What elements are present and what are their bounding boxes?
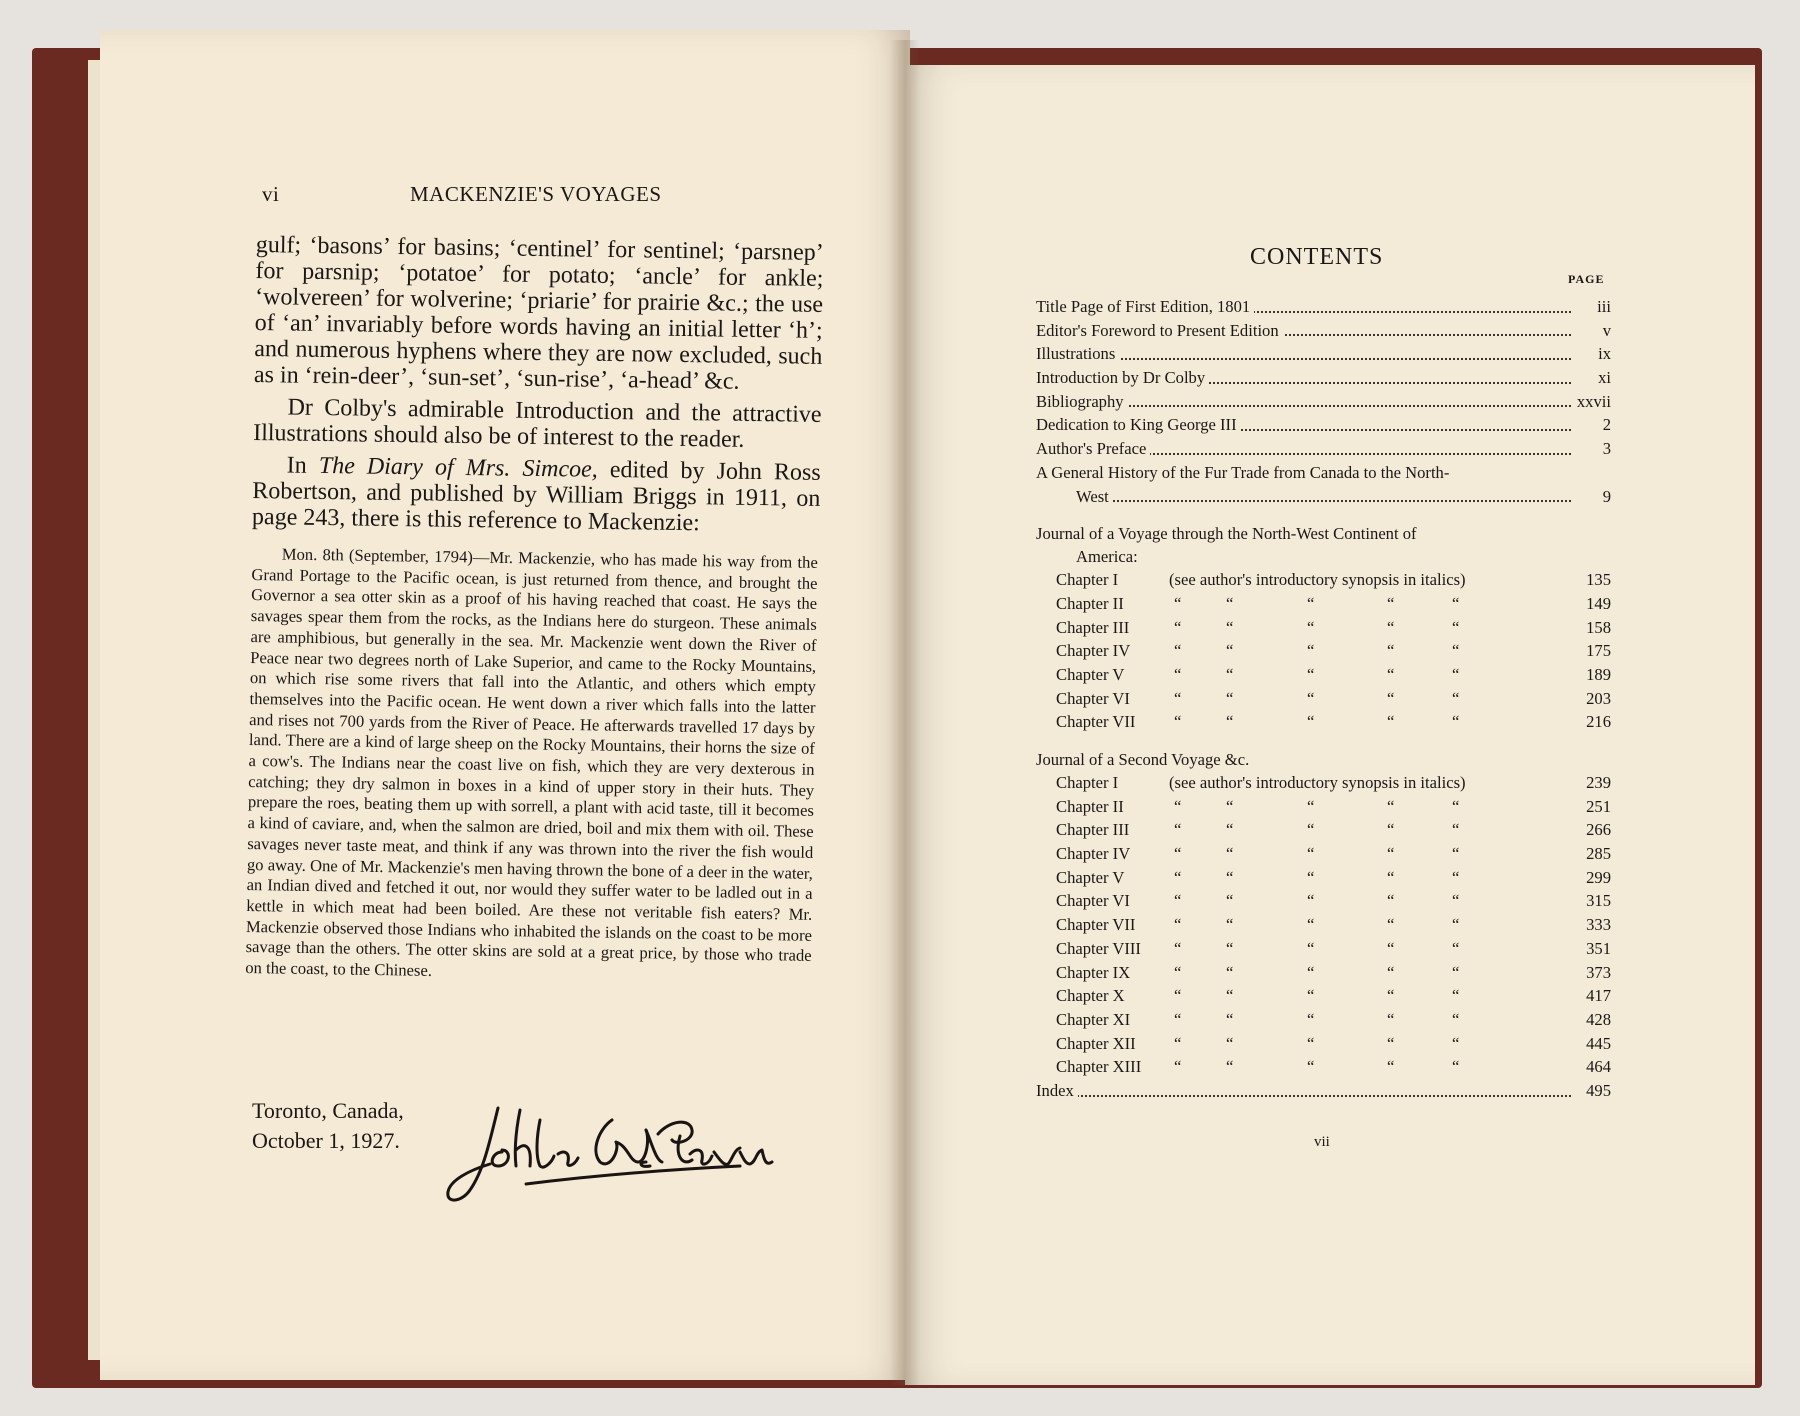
chapter-label: Chapter II xyxy=(1056,593,1124,613)
ditto-mark: “ xyxy=(1307,844,1315,864)
closing-date: October 1, 1927. xyxy=(252,1128,400,1153)
journal2-heading-line: Journal of a Second Voyage &c. xyxy=(1036,750,1250,769)
chapter-label: Chapter V xyxy=(1056,664,1125,684)
ditto-mark: “ xyxy=(1387,664,1395,684)
chapter-page: 251 xyxy=(1586,796,1611,816)
ditto-mark: “ xyxy=(1174,938,1182,958)
paragraph-colby: Dr Colby's admirable Introduction and the attractive Illustrations should also be of interest to the reader. xyxy=(253,394,822,453)
journal2-heading xyxy=(1036,748,1611,771)
ditto-mark: “ xyxy=(1452,986,1460,1006)
ditto-mark: “ xyxy=(1387,891,1395,911)
ditto-mark: “ xyxy=(1307,688,1315,708)
ditto-mark: “ xyxy=(1307,1033,1315,1053)
chapter-row xyxy=(1036,771,1611,795)
chapter-row xyxy=(1036,937,1611,961)
chapter-page: 239 xyxy=(1586,773,1611,792)
ditto-mark: “ xyxy=(1452,641,1460,661)
fur-trade-title-cont: West xyxy=(1076,487,1113,506)
toc-page: xi xyxy=(1594,366,1611,390)
chapter-page: 299 xyxy=(1586,867,1611,887)
chapter-row xyxy=(1036,913,1611,937)
chapter-row xyxy=(1036,616,1611,640)
ditto-mark: “ xyxy=(1387,962,1395,982)
ditto-mark: “ xyxy=(1226,938,1234,958)
ditto-mark: “ xyxy=(1174,915,1182,935)
ditto-mark: “ xyxy=(1452,1009,1460,1029)
leader-dots xyxy=(1076,500,1571,502)
chapter-page: 428 xyxy=(1586,1009,1611,1029)
chapter-row xyxy=(1036,842,1611,866)
toc-row xyxy=(1036,390,1611,414)
ditto-mark: “ xyxy=(1387,712,1395,732)
ditto-mark: “ xyxy=(1307,641,1315,661)
ditto-mark: “ xyxy=(1226,712,1234,732)
toc-label: Title Page of First Edition, 1801 xyxy=(1036,297,1254,316)
ditto-mark: “ xyxy=(1387,688,1395,708)
body-text xyxy=(252,232,824,538)
simcoe-suffix: edited by John Ross Robertson, and published by William Briggs in 1911, on page 243, there is this reference to Mackenzie: xyxy=(251,456,821,537)
toc-page: iii xyxy=(1593,295,1611,319)
closing-place: Toronto, Canada, xyxy=(252,1098,404,1123)
ditto-mark: “ xyxy=(1174,1057,1182,1077)
chapter-page: 216 xyxy=(1586,712,1611,732)
signature xyxy=(440,1100,800,1210)
toc-page: 3 xyxy=(1599,437,1611,461)
ditto-mark: “ xyxy=(1452,617,1460,637)
chapter-label: Chapter V xyxy=(1056,867,1125,887)
chapter-page: 203 xyxy=(1586,688,1611,708)
ditto-mark: “ xyxy=(1452,962,1460,982)
ditto-mark: “ xyxy=(1307,1009,1315,1029)
ditto-mark: “ xyxy=(1307,938,1315,958)
journal1-heading xyxy=(1036,522,1611,568)
fur-trade-title: A General History of the Fur Trade from Canada to the North- xyxy=(1036,462,1450,482)
chapter-label: Chapter IX xyxy=(1056,962,1131,982)
toc-row xyxy=(1036,319,1611,343)
page-column-label: PAGE xyxy=(1568,272,1605,286)
journal2-chapter-list xyxy=(1036,771,1611,1079)
book-gutter xyxy=(890,40,920,1385)
toc-row-fur-trade-line2 xyxy=(1036,485,1611,509)
chapter-synopsis-note: (see author's introductory synopsis in italics) xyxy=(1169,570,1466,590)
ditto-mark: “ xyxy=(1174,820,1182,840)
ditto-mark: “ xyxy=(1174,796,1182,816)
chapter-page: 464 xyxy=(1586,1057,1611,1077)
chapter-page: 445 xyxy=(1586,1033,1611,1053)
chapter-row xyxy=(1036,889,1611,913)
chapter-row xyxy=(1036,568,1611,592)
chapter-label: Chapter III xyxy=(1056,820,1130,840)
chapter-page: 373 xyxy=(1586,962,1611,982)
ditto-mark: “ xyxy=(1226,915,1234,935)
ditto-mark: “ xyxy=(1307,593,1315,613)
chapter-label: Chapter XI xyxy=(1056,1009,1131,1029)
chapter-row xyxy=(1036,1032,1611,1056)
toc-row xyxy=(1036,295,1611,319)
toc-row xyxy=(1036,366,1611,390)
ditto-mark: “ xyxy=(1174,593,1182,613)
toc-row-fur-trade-line1 xyxy=(1036,461,1611,485)
ditto-mark: “ xyxy=(1387,1057,1395,1077)
chapter-label: Chapter VIII xyxy=(1056,938,1141,958)
chapter-row xyxy=(1036,961,1611,985)
chapter-label: Chapter IV xyxy=(1056,641,1131,661)
ditto-mark: “ xyxy=(1307,915,1315,935)
ditto-mark: “ xyxy=(1174,986,1182,1006)
ditto-mark: “ xyxy=(1226,796,1234,816)
chapter-label: Chapter VI xyxy=(1056,688,1130,708)
chapter-row xyxy=(1036,866,1611,890)
ditto-mark: “ xyxy=(1387,1009,1395,1029)
ditto-mark: “ xyxy=(1174,1009,1182,1029)
ditto-mark: “ xyxy=(1452,688,1460,708)
ditto-mark: “ xyxy=(1226,688,1234,708)
chapter-label: Chapter VI xyxy=(1056,891,1130,911)
ditto-mark: “ xyxy=(1226,820,1234,840)
chapter-row xyxy=(1036,1055,1611,1079)
ditto-mark: “ xyxy=(1452,712,1460,732)
chapter-page: 351 xyxy=(1586,938,1611,958)
leader-dots xyxy=(1036,1095,1571,1097)
ditto-mark: “ xyxy=(1226,641,1234,661)
toc-page: 2 xyxy=(1599,413,1611,437)
toc-page: v xyxy=(1599,319,1611,343)
toc-label: Dedication to King George III xyxy=(1036,415,1241,434)
quote-text: Mon. 8th (September, 1794)—Mr. Mackenzie, who has made his way from the Grand Portage to the Pacific ocean, is just returned from thence, and brought the Governor a sea otter skin as a proof of his having reached that coast. He says the savages spear them from the rocks, as the Indians here do sturgeon. These animals are amphibious, but generally in the sea. Mr. Mackenzie went down the River of Peace near two degrees north of Lake Superior, and came to the Rocky Mountains, on which rise some rivers that fall into the Atlantic, and others which empty themselves into the Pacific ocean. He went down a river which falls into the latter and rises not 700 yards from the River of Peace. He afterwards travelled 17 days by land. There are a kind of large sheep on the Rocky Mountains, their horns the size of a cow's. The Indians near the coast live on fish, which they are very dexterous in catching; they dry salmon in boxes in a kind of upper story in their huts. They prepare the roes, beating them up with sorrell, a plant with acid taste, till it becomes a kind of caviare, and, when the salmon are dried, boil and mix them with oil. These savages never taste meat, and think if any was thrown into the river the fish would go away. One of Mr. Mackenzie's men having thrown the bone of a deer in the water, an Indian dived and fetched it out, nor would they suffer water to be ladled out in a kettle in which meat had been boiled. Are these not veritable fish eaters? Mr. Mackenzie observed those Indians who inhabited the islands on the coast to be more savage than the others. The otter skins are sold at a great price, by those who trade on the coast, to the Chinese. xyxy=(245,544,818,980)
ditto-mark: “ xyxy=(1452,867,1460,887)
ditto-mark: “ xyxy=(1387,844,1395,864)
running-head-title: MACKENZIE'S VOYAGES xyxy=(410,182,662,206)
ditto-mark: “ xyxy=(1387,938,1395,958)
chapter-label: Chapter I xyxy=(1056,570,1119,590)
chapter-page: 158 xyxy=(1586,617,1611,637)
fur-trade-page: 9 xyxy=(1599,485,1611,509)
ditto-mark: “ xyxy=(1174,664,1182,684)
ditto-mark: “ xyxy=(1452,820,1460,840)
chapter-row xyxy=(1036,663,1611,687)
ditto-mark: “ xyxy=(1174,867,1182,887)
ditto-mark: “ xyxy=(1387,820,1395,840)
left-folio: vi xyxy=(262,182,280,206)
ditto-mark: “ xyxy=(1387,796,1395,816)
ditto-mark: “ xyxy=(1307,867,1315,887)
chapter-row xyxy=(1036,639,1611,663)
ditto-mark: “ xyxy=(1387,617,1395,637)
toc-row xyxy=(1036,342,1611,366)
chapter-label: Chapter I xyxy=(1056,773,1119,792)
ditto-mark: “ xyxy=(1387,867,1395,887)
chapter-label: Chapter III xyxy=(1056,617,1130,637)
closing-block xyxy=(252,1096,404,1156)
ditto-mark: “ xyxy=(1307,820,1315,840)
toc-label: Introduction by Dr Colby xyxy=(1036,368,1209,387)
chapter-row xyxy=(1036,592,1611,616)
simcoe-prefix: In xyxy=(286,452,319,479)
ditto-mark: “ xyxy=(1226,891,1234,911)
ditto-mark: “ xyxy=(1452,664,1460,684)
table-of-contents xyxy=(1036,293,1611,1103)
chapter-label: Chapter XII xyxy=(1056,1033,1136,1053)
chapter-page: 149 xyxy=(1586,593,1611,613)
ditto-mark: “ xyxy=(1387,986,1395,1006)
toc-label: Author's Preface xyxy=(1036,439,1150,458)
chapter-page: 285 xyxy=(1586,844,1611,864)
ditto-mark: “ xyxy=(1452,844,1460,864)
ditto-mark: “ xyxy=(1452,938,1460,958)
chapter-page: 175 xyxy=(1586,641,1611,661)
ditto-mark: “ xyxy=(1452,1057,1460,1077)
ditto-mark: “ xyxy=(1387,1033,1395,1053)
chapter-label: Chapter VII xyxy=(1056,712,1136,732)
ditto-mark: “ xyxy=(1307,891,1315,911)
chapter-page: 417 xyxy=(1586,986,1611,1006)
toc-row-index xyxy=(1036,1079,1611,1103)
chapter-synopsis-note: (see author's introductory synopsis in italics) xyxy=(1169,773,1466,792)
toc-row xyxy=(1036,413,1611,437)
chapter-label: Chapter II xyxy=(1056,796,1124,816)
chapter-row xyxy=(1036,687,1611,711)
chapter-page: 315 xyxy=(1586,891,1611,911)
ditto-mark: “ xyxy=(1226,1033,1234,1053)
ditto-mark: “ xyxy=(1226,664,1234,684)
ditto-mark: “ xyxy=(1226,867,1234,887)
ditto-mark: “ xyxy=(1226,1057,1234,1077)
ditto-mark: “ xyxy=(1174,962,1182,982)
chapter-page: 189 xyxy=(1586,664,1611,684)
journal1-heading-line2: America: xyxy=(1076,547,1138,567)
contents-title: CONTENTS xyxy=(1250,244,1384,270)
ditto-mark: “ xyxy=(1452,915,1460,935)
ditto-mark: “ xyxy=(1387,641,1395,661)
paragraph-simcoe xyxy=(252,452,821,538)
toc-row xyxy=(1036,437,1611,461)
ditto-mark: “ xyxy=(1452,796,1460,816)
ditto-mark: “ xyxy=(1307,617,1315,637)
ditto-mark: “ xyxy=(1174,641,1182,661)
toc-label: Bibliography xyxy=(1036,392,1128,411)
chapter-label: Chapter IV xyxy=(1056,844,1131,864)
chapter-row xyxy=(1036,984,1611,1008)
ditto-mark: “ xyxy=(1174,1033,1182,1053)
ditto-mark: “ xyxy=(1387,915,1395,935)
toc-page: ix xyxy=(1594,342,1611,366)
journal1-chapter-list xyxy=(1036,568,1611,734)
ditto-mark: “ xyxy=(1452,891,1460,911)
ditto-mark: “ xyxy=(1226,986,1234,1006)
chapter-row xyxy=(1036,1008,1611,1032)
ditto-mark: “ xyxy=(1226,962,1234,982)
ditto-mark: “ xyxy=(1307,962,1315,982)
chapter-label: Chapter X xyxy=(1056,986,1125,1006)
ditto-mark: “ xyxy=(1452,1033,1460,1053)
chapter-label: Chapter XIII xyxy=(1056,1057,1142,1077)
ditto-mark: “ xyxy=(1226,844,1234,864)
ditto-mark: “ xyxy=(1452,593,1460,613)
toc-page: xxvii xyxy=(1573,390,1611,414)
ditto-mark: “ xyxy=(1226,1009,1234,1029)
index-label: Index xyxy=(1036,1081,1078,1100)
ditto-mark: “ xyxy=(1174,712,1182,732)
chapter-page: 266 xyxy=(1586,820,1611,840)
chapter-page: 135 xyxy=(1586,570,1611,590)
ditto-mark: “ xyxy=(1307,986,1315,1006)
chapter-label: Chapter VII xyxy=(1056,915,1136,935)
ditto-mark: “ xyxy=(1226,593,1234,613)
chapter-row xyxy=(1036,795,1611,819)
paragraph-spelling: gulf; ‘basons’ for basins; ‘centinel’ for sentinel; ‘parsnep’ for parsnip; ‘potatoe’ for potato; ‘ancle’ for ankle; ‘wolvereen’ for wolverine; ‘priarie’ for prairie &c.; the use of ‘an’ invariably before words having an initial letter ‘h’; and numerous hyphens where they are now excluded, such as in ‘rein-deer’, ‘sun-set’, ‘sun-rise’, ‘a-head’ &c. xyxy=(253,232,824,395)
chapter-row xyxy=(1036,818,1611,842)
chapter-row xyxy=(1036,710,1611,734)
right-folio: vii xyxy=(1314,1134,1330,1150)
ditto-mark: “ xyxy=(1174,891,1182,911)
ditto-mark: “ xyxy=(1307,664,1315,684)
ditto-mark: “ xyxy=(1226,617,1234,637)
simcoe-quote xyxy=(245,544,818,988)
toc-label: Illustrations xyxy=(1036,344,1119,363)
chapter-page: 333 xyxy=(1586,915,1611,935)
ditto-mark: “ xyxy=(1307,1057,1315,1077)
front-matter-list xyxy=(1036,293,1611,461)
toc-label: Editor's Foreword to Present Edition xyxy=(1036,321,1283,340)
ditto-mark: “ xyxy=(1174,844,1182,864)
journal1-heading-line1: Journal of a Voyage through the North-West Continent of xyxy=(1036,524,1417,544)
simcoe-book-title: The Diary of Mrs. Simcoe, xyxy=(318,452,598,483)
index-page: 495 xyxy=(1582,1079,1611,1103)
ditto-mark: “ xyxy=(1387,593,1395,613)
ditto-mark: “ xyxy=(1307,796,1315,816)
ditto-mark: “ xyxy=(1174,617,1182,637)
ditto-mark: “ xyxy=(1307,712,1315,732)
ditto-mark: “ xyxy=(1174,688,1182,708)
